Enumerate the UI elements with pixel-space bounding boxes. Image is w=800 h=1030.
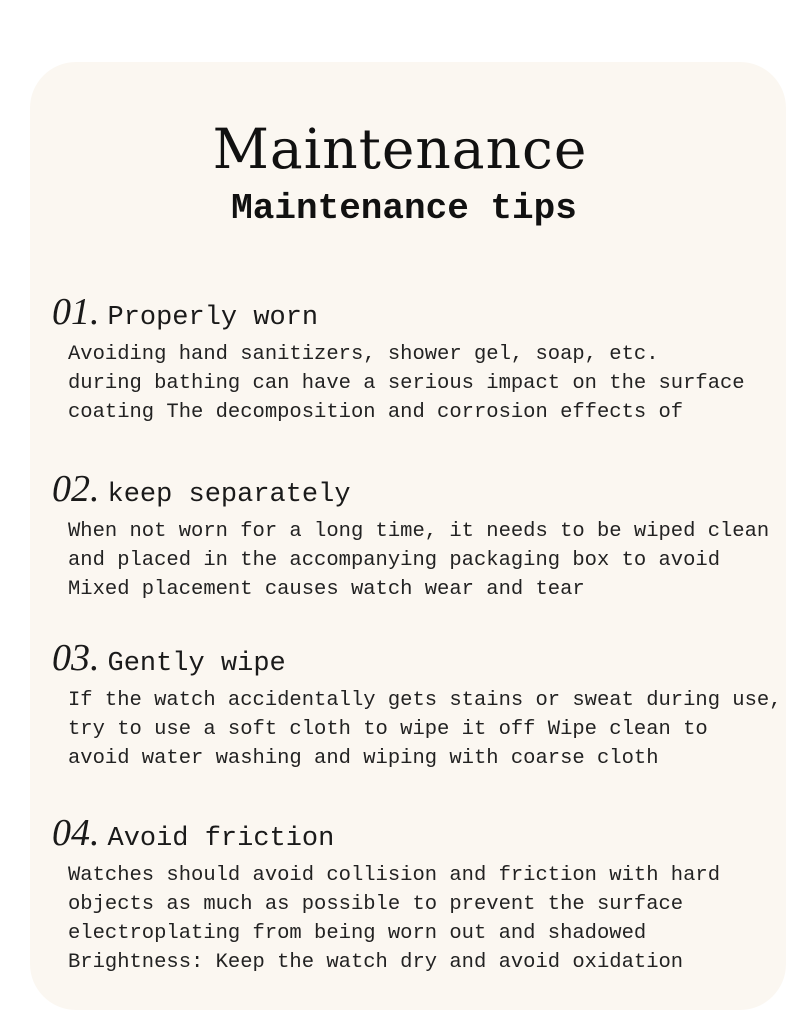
page-title: Maintenance xyxy=(212,117,588,181)
tip-body xyxy=(52,686,782,773)
tip-line: and placed in the accompanying packaging box to avoid xyxy=(68,549,721,572)
tip-number: 02. xyxy=(52,468,100,510)
tip-line: Avoiding hand sanitizers, shower gel, soap, etc. xyxy=(68,343,659,366)
tip-section-3 xyxy=(52,636,782,773)
tip-body xyxy=(52,861,782,977)
tip-line: coating The decomposition and corrosion effects of xyxy=(68,401,684,424)
tip-body xyxy=(52,340,782,427)
tip-heading xyxy=(52,811,782,861)
tip-line: avoid water washing and wiping with coarse cloth xyxy=(68,747,659,770)
tip-heading xyxy=(52,290,782,340)
tip-number: 04. xyxy=(52,812,100,854)
tip-section-1 xyxy=(52,290,782,427)
tip-heading xyxy=(52,636,782,686)
tip-number: 01. xyxy=(52,291,100,333)
tip-line: during bathing can have a serious impact on the surface xyxy=(68,372,745,395)
tip-line: When not worn for a long time, it needs to be wiped clean xyxy=(68,520,770,543)
tip-line: try to use a soft cloth to wipe it off Wipe clean to xyxy=(68,718,708,741)
tip-title: Gently wipe xyxy=(107,649,286,679)
tip-line: electroplating from being worn out and shadowed xyxy=(68,922,647,945)
tip-body xyxy=(52,517,782,604)
tip-section-2 xyxy=(52,467,782,604)
tip-section-4 xyxy=(52,811,782,977)
tip-number: 03. xyxy=(52,637,100,679)
tip-line: Watches should avoid collision and friction with hard xyxy=(68,864,721,887)
page-subtitle: Maintenance tips xyxy=(231,188,577,229)
tip-line: If the watch accidentally gets stains or sweat during use, xyxy=(68,689,782,712)
tip-title: Avoid friction xyxy=(107,824,335,854)
tip-line: objects as much as possible to prevent the surface xyxy=(68,893,684,916)
tip-heading xyxy=(52,467,782,517)
tip-title: Properly worn xyxy=(107,303,319,333)
tip-line: Mixed placement causes watch wear and tear xyxy=(68,578,585,601)
tip-title: keep separately xyxy=(107,480,351,510)
tip-line: Brightness: Keep the watch dry and avoid oxidation xyxy=(68,951,684,974)
